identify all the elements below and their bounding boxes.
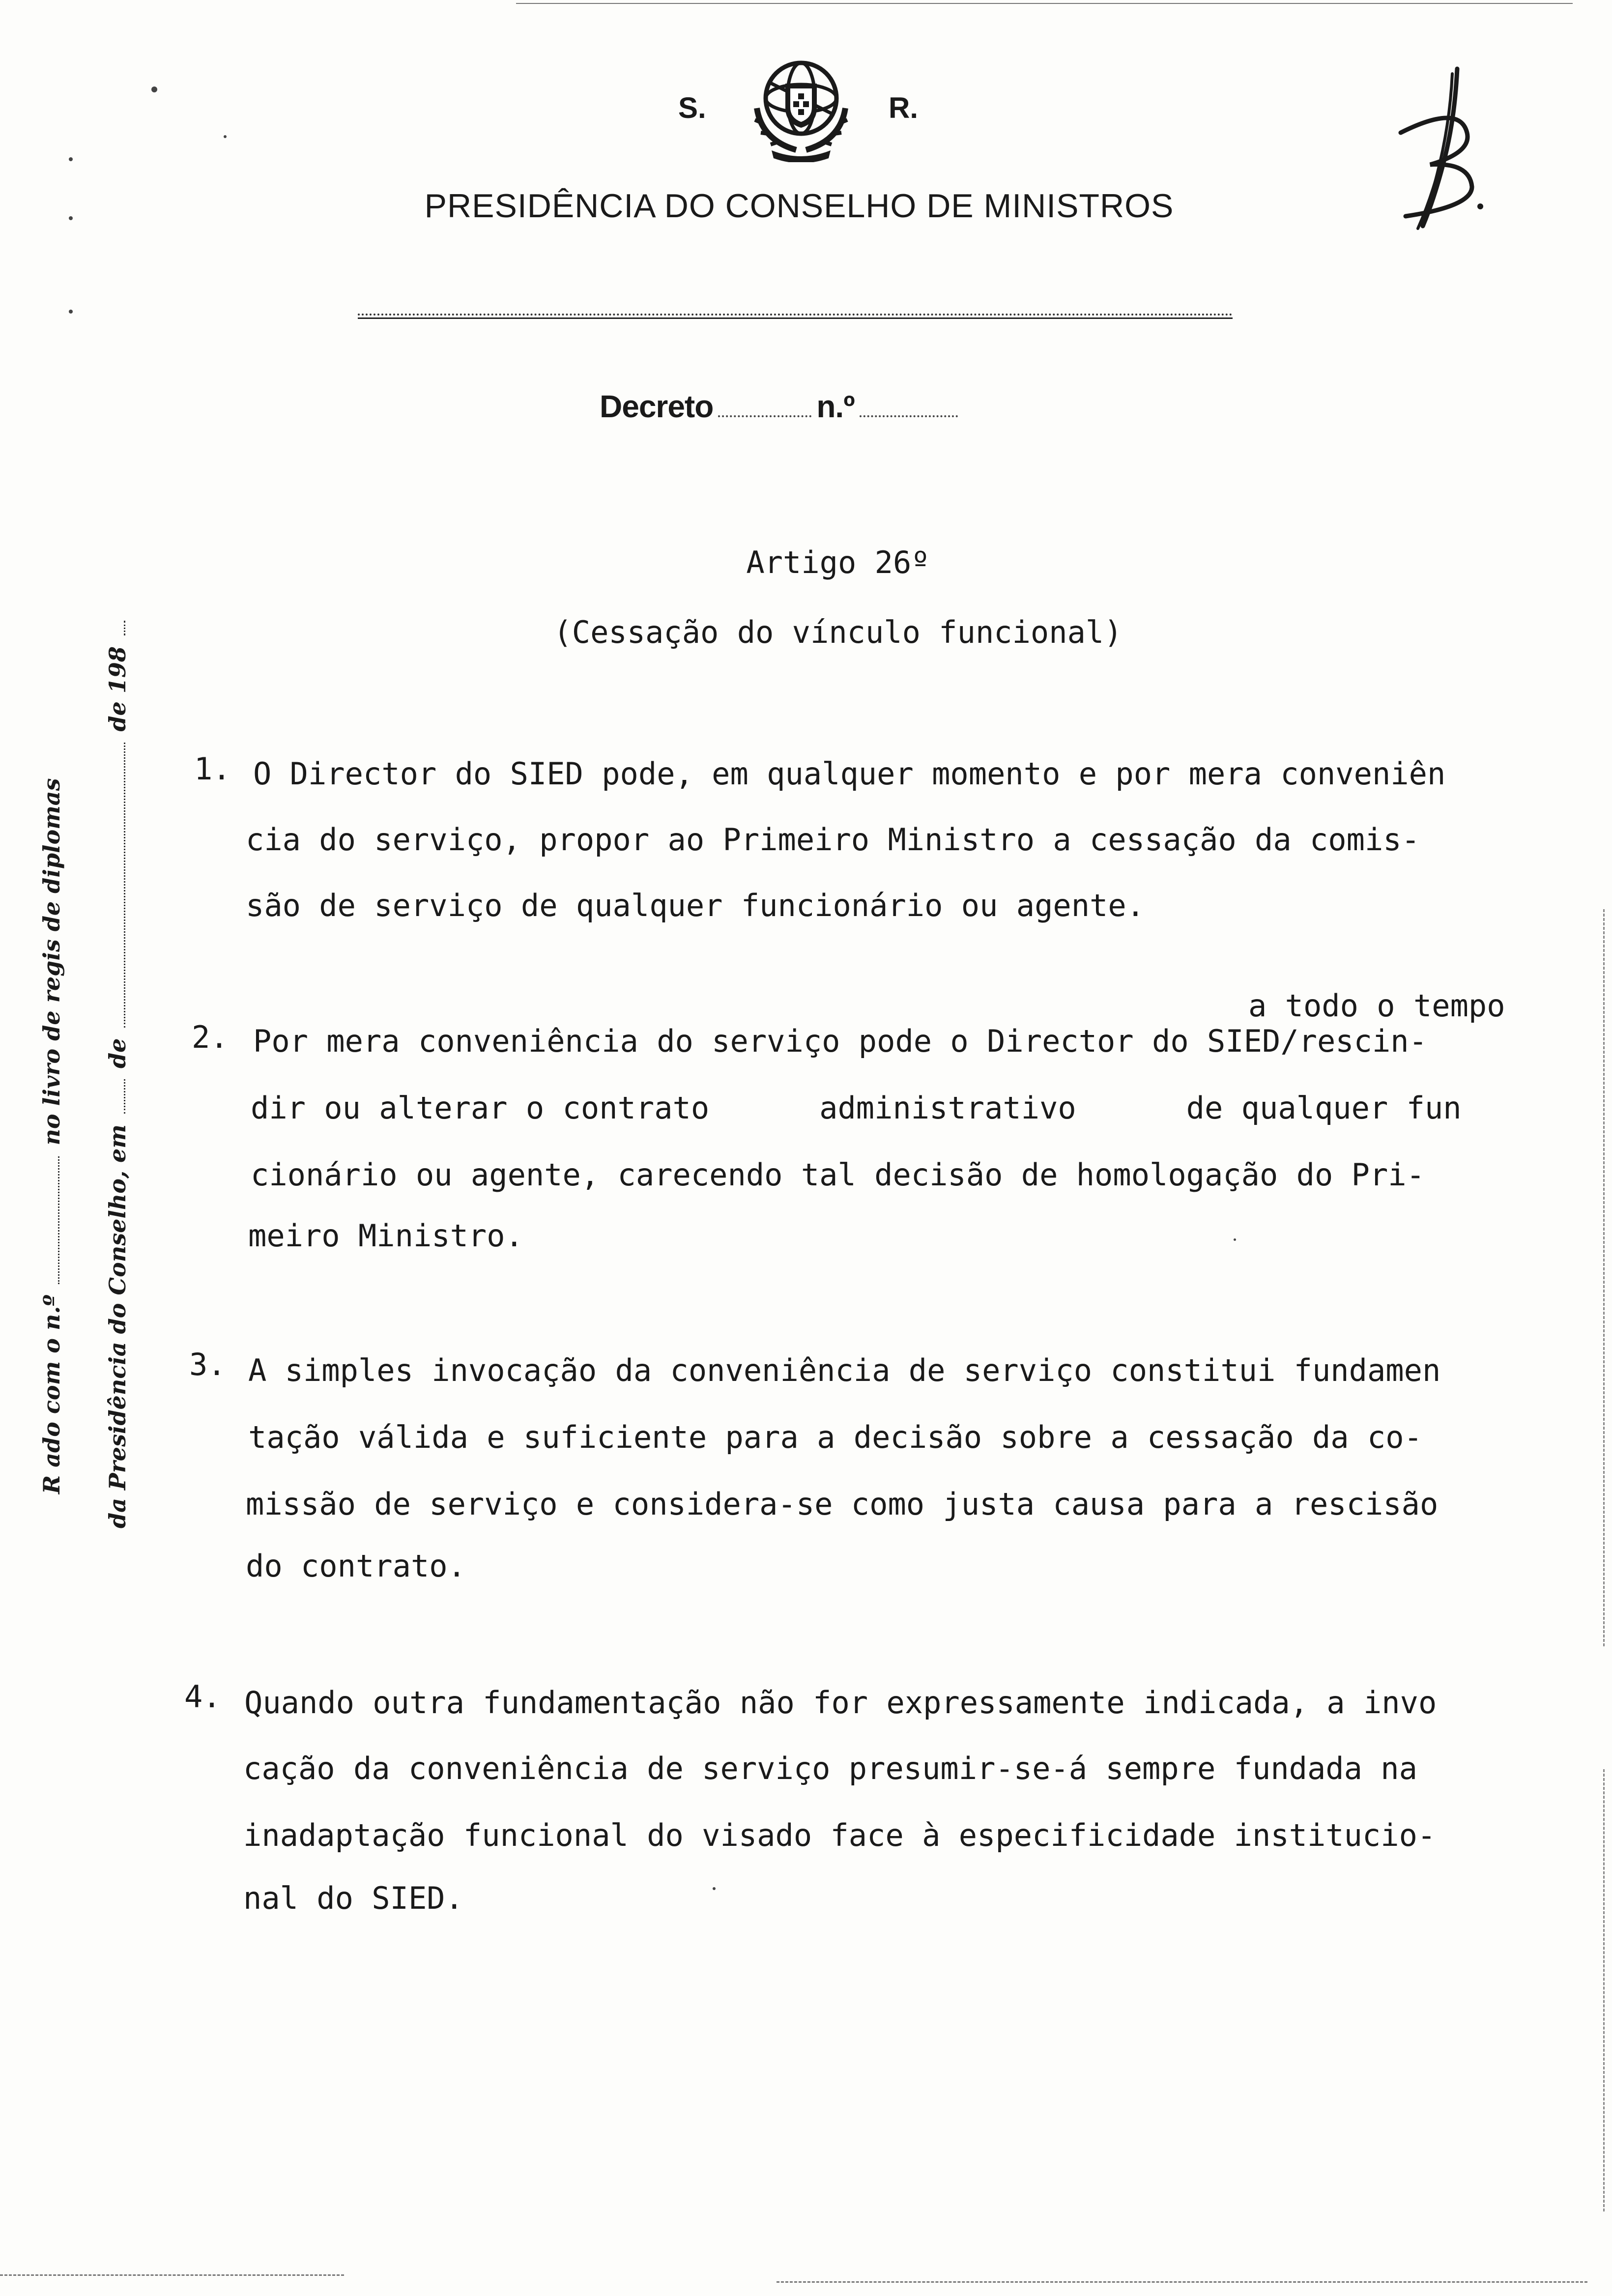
- paragraph-4-number: 4.: [184, 1679, 221, 1715]
- paragraph-3-line-1: A simples invocação da conveniência de serviço constitui fundamen: [248, 1352, 1441, 1388]
- scan-speck: [69, 216, 73, 220]
- paragraph-3-line-3: missão de serviço e considera-se como justa causa para a rescisão: [246, 1486, 1439, 1522]
- margin-line-1-blank: [58, 1156, 59, 1284]
- margin-registration-line-1: [38, 778, 65, 1494]
- paragraph-3-number: 3.: [189, 1347, 226, 1382]
- paragraph-2-line-3: cionário ou agente, carecendo tal decisão de homologação do Pri-: [251, 1157, 1425, 1193]
- article-title: Artigo 26º: [746, 545, 930, 580]
- margin-registration-line-2: [104, 618, 131, 1528]
- paragraph-1-line-1: O Director do SIED pode, em qualquer momento e por mera conveniên: [253, 756, 1446, 792]
- decree-number-line: [600, 388, 963, 425]
- institution-name: PRESIDÊNCIA DO CONSELHO DE MINISTROS: [424, 187, 1174, 225]
- handwritten-signature-icon: [1371, 59, 1494, 236]
- margin-line-2-blank-c: [124, 621, 125, 635]
- paragraph-3-line-4: do contrato.: [246, 1548, 466, 1584]
- paragraph-1-line-3: são de serviço de qualquer funcionário ou agente.: [246, 888, 1145, 923]
- header-left-letter: S.: [678, 91, 706, 124]
- header-right-letter: R.: [889, 91, 918, 124]
- scan-speck: [69, 157, 73, 161]
- decree-blank-field: [718, 415, 811, 417]
- paragraph-1-number: 1.: [194, 751, 231, 787]
- scan-speck: [69, 310, 73, 314]
- paragraph-2-number: 2.: [192, 1019, 229, 1055]
- article-subtitle: (Cessação do vínculo funcional): [553, 614, 1123, 650]
- paragraph-2-line-1: Por mera conveniência do serviço pode o Director do SIED/rescin-: [253, 1023, 1427, 1059]
- margin-line-2-blank-b: [124, 743, 125, 1028]
- decree-number-blank-field: [860, 415, 958, 417]
- scan-speck: [713, 1887, 716, 1890]
- coat-of-arms-icon: [742, 54, 860, 162]
- header-divider: [358, 314, 1233, 316]
- margin-line-2-mid: de: [104, 1038, 131, 1068]
- margin-line-1-start: R: [38, 1475, 65, 1494]
- header-divider-solid: [358, 317, 1233, 319]
- margin-line-2-blank-a: [124, 1079, 125, 1114]
- paragraph-2-line-2: dir ou alterar o contrato administrativo de qualquer fun: [251, 1090, 1462, 1126]
- scan-edge-right: [1603, 909, 1605, 1646]
- paragraph-1-line-2: cia do serviço, propor ao Primeiro Ministro a cessação da comis-: [246, 822, 1420, 858]
- scan-speck: [1234, 1238, 1236, 1241]
- scan-speck: [151, 86, 157, 92]
- scan-edge-bottom-left: [0, 2274, 344, 2276]
- scan-edge-bottom-right: [777, 2281, 1587, 2283]
- decree-number-label: n.º: [816, 389, 855, 424]
- letterhead: [0, 54, 1612, 231]
- margin-line-1-mid: ado com o n.º: [38, 1294, 65, 1467]
- scan-edge-right-lower: [1603, 1769, 1605, 2211]
- scan-edge-top: [516, 3, 1573, 4]
- paragraph-4-line-2: cação da conveniência de serviço presumir-se-á sempre fundada na: [243, 1751, 1417, 1786]
- margin-line-2-start: da Presidência do Conselho, em: [104, 1124, 131, 1528]
- paragraph-4-line-3: inadaptação funcional do visado face à especificidade institucio-: [243, 1817, 1436, 1853]
- margin-line-1-tail: de diplomas: [38, 778, 65, 932]
- margin-line-1-end: no livro de regis: [38, 939, 65, 1146]
- paragraph-4-line-1: Quando outra fundamentação não for expressamente indicada, a invo: [244, 1685, 1437, 1721]
- margin-line-2-end: de 198: [104, 646, 131, 732]
- paragraph-4-line-4: nal do SIED.: [243, 1880, 463, 1916]
- paragraph-3-line-2: tação válida e suficiente para a decisão sobre a cessação da co-: [248, 1419, 1422, 1455]
- paragraph-2-insertion: a todo o tempo: [1248, 988, 1505, 1024]
- decree-label: Decreto: [600, 389, 714, 424]
- scan-speck: [224, 135, 227, 138]
- paragraph-2-line-4: meiro Ministro.: [248, 1218, 523, 1254]
